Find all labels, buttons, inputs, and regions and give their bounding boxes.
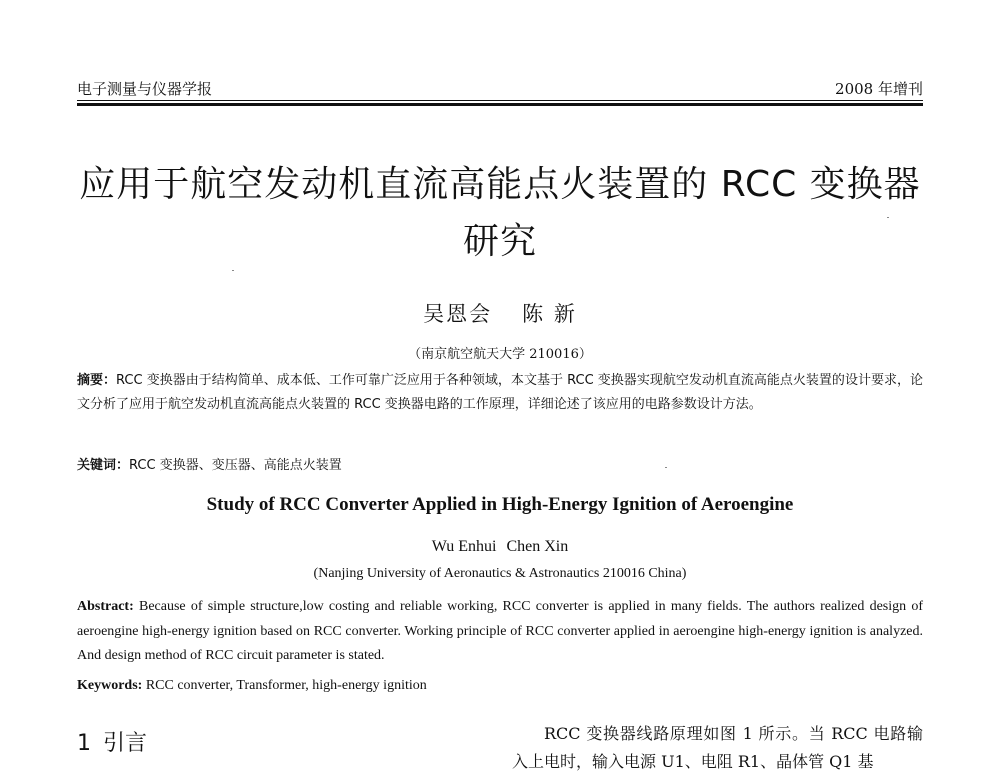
author-1: 吴恩会 <box>423 302 493 326</box>
scan-speck <box>665 467 667 468</box>
header-rule-thick <box>77 103 923 106</box>
chinese-abstract-label: 摘要： <box>77 373 117 388</box>
body-text-right-column <box>512 720 923 776</box>
scan-speck <box>232 270 234 271</box>
english-affiliation: (Nanjing University of Aeronautics & Astronautics 210016 China) <box>313 566 687 581</box>
english-keywords-text: RCC converter, Transformer, high-energy ignition <box>145 678 427 693</box>
english-authors <box>0 538 1000 556</box>
section-number: 1 <box>77 731 91 756</box>
paper-title-line-1: 应用于航空发动机直流高能点火装置的 RCC 变换器 <box>79 164 921 205</box>
body-paragraph: RCC 变换器线路原理如图 1 所示。当 RCC 电路输入上电时，输入电源 U1、电阻 R1、晶体管 Q1 基 <box>512 724 923 771</box>
english-author-2: Chen Xin <box>506 538 569 555</box>
author-2: 陈 新 <box>522 302 577 326</box>
english-keywords-label: Keywords: <box>77 678 143 693</box>
issue-label: 2008 年增刊 <box>835 80 923 98</box>
section-title: 引言 <box>103 731 148 756</box>
paper-title-line-2: 研究 <box>462 221 537 262</box>
chinese-abstract-text: RCC 变换器由于结构简单、成本低、工作可靠广泛应用于各种领域，本文基于 RCC 变换器实现航空发动机直流高能点火装置的设计要求，论文分析了应用于航空发动机直流高能点火装置的 RCC 变换器电路的工作原理，详细论述了该应用的电路参数设计方法。 <box>77 373 923 412</box>
chinese-keywords <box>77 454 923 473</box>
chinese-keywords-text: RCC 变换器、变压器、高能点火装置 <box>129 458 342 473</box>
section-heading <box>77 726 147 757</box>
scan-speck <box>887 217 889 218</box>
affiliation: （南京航空航天大学 210016） <box>408 347 592 362</box>
english-author-1: Wu Enhui <box>431 538 497 555</box>
english-abstract-text: Because of simple structure,low costing and reliable working, RCC converter is applied in many fields. The authors realized design of aeroengine high-energy ignition based on RCC converter. Working principle of RCC converter applied in aeroengine high-energy ignition is analyzed. And design method of RCC circuit parameter is stated. <box>77 599 924 663</box>
english-title: Study of RCC Converter Applied in High-Energy Ignition of Aeroengine <box>206 494 794 515</box>
running-header <box>77 78 923 100</box>
header-rule-thin <box>77 100 923 101</box>
english-abstract-label: Abstract: <box>77 599 134 614</box>
english-abstract <box>77 595 923 669</box>
journal-name: 电子测量与仪器学报 <box>77 80 213 98</box>
chinese-keywords-label: 关键词： <box>77 458 130 473</box>
english-keywords <box>77 678 923 694</box>
authors <box>0 298 1000 328</box>
chinese-abstract <box>77 369 923 416</box>
